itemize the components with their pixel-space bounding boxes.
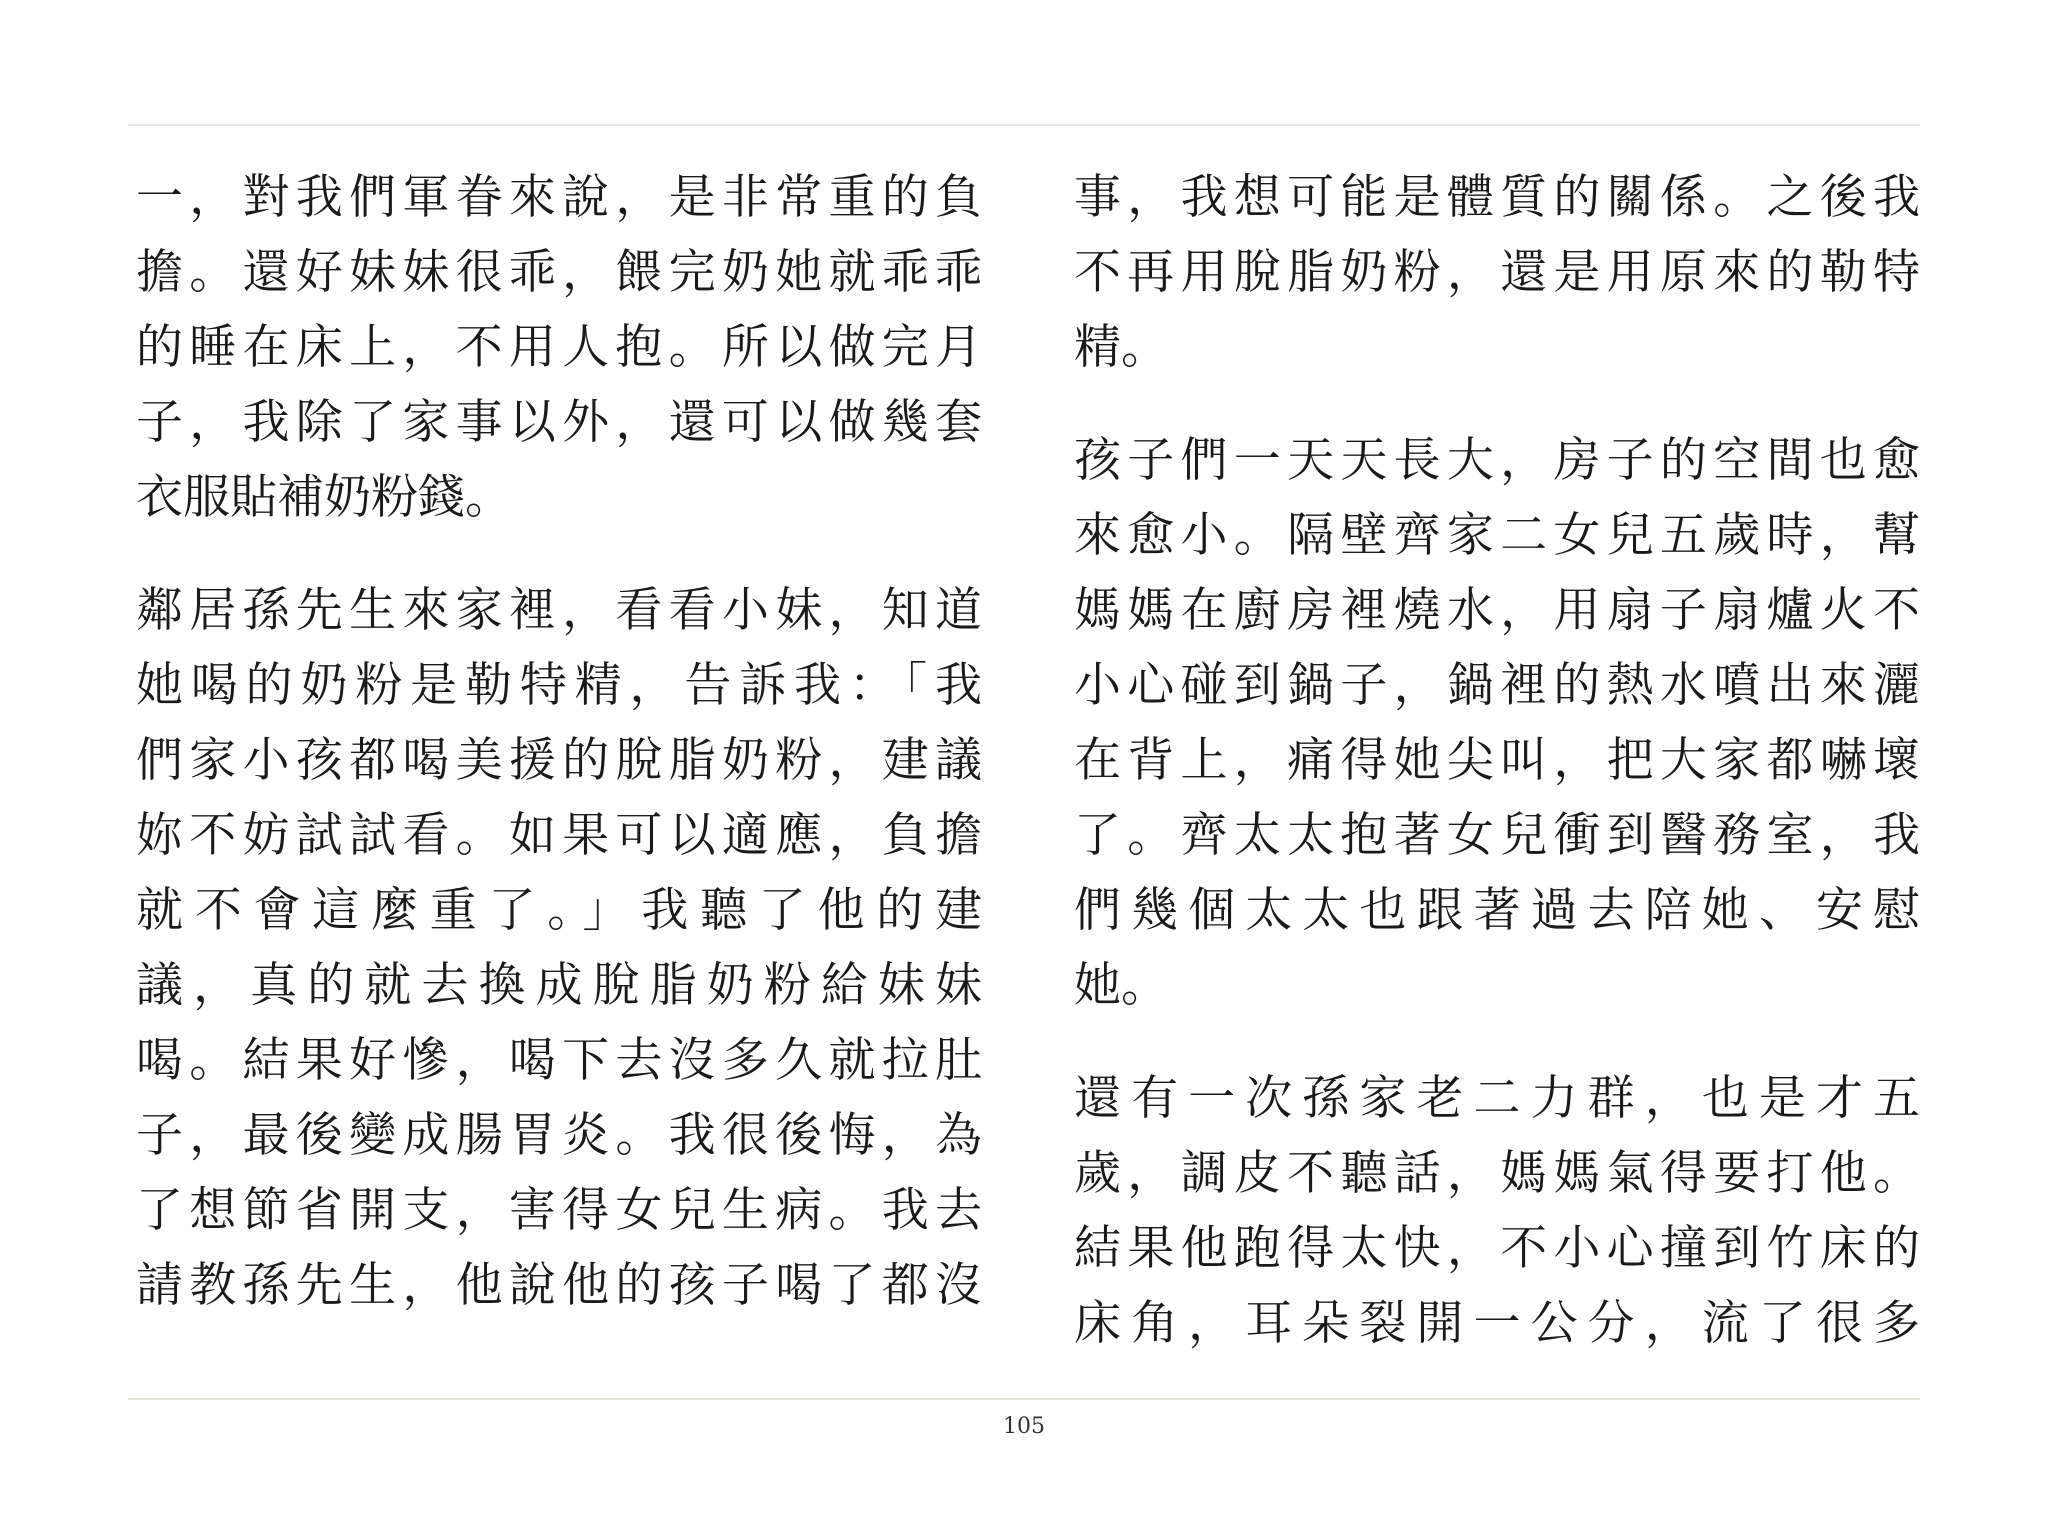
text-line: 一，對我們軍眷來說，是非常重的負 [136,170,982,225]
top-rule [128,124,1920,126]
text-line: 來愈小。隔壁齊家二女兒五歲時，幫 [1074,508,1920,563]
bottom-rule [128,1398,1920,1400]
text-line: 不再用脫脂奶粉，還是用原來的勒特 [1074,245,1920,300]
text-line: 請教孫先生，他說他的孩子喝了都沒 [136,1258,982,1313]
text-line: 子，我除了家事以外，還可以做幾套 [136,395,982,450]
text-line: 妳不妨試試看。如果可以適應，負擔 [136,808,982,863]
text-line: 衣服貼補奶粉錢。 [136,470,512,525]
text-line: 在背上，痛得她尖叫，把大家都嚇壞 [1074,733,1920,788]
text-line: 媽媽在廚房裡燒水，用扇子扇爐火不 [1074,583,1920,638]
text-line: 了想節省開支，害得女兒生病。我去 [136,1183,982,1238]
text-line: 的睡在床上，不用人抱。所以做完月 [136,320,982,375]
text-line: 她。 [1074,958,1168,1013]
paragraph [1074,160,1920,385]
paragraph [1074,1061,1920,1361]
paragraph [136,160,982,535]
page-number: 105 [1003,1414,1045,1439]
text-line: 歲，調皮不聽話，媽媽氣得要打他。 [1074,1146,1920,1201]
text-line: 事，我想可能是體質的關係。之後我 [1074,170,1920,225]
paragraph [136,573,982,1323]
right-column [1074,160,1920,1399]
text-line: 她喝的奶粉是勒特精，告訴我：「我 [136,658,982,713]
text-line: 們幾個太太也跟著過去陪她、安慰 [1074,883,1920,938]
text-line: 子，最後變成腸胃炎。我很後悔，為 [136,1108,982,1163]
paragraph [1074,423,1920,1023]
text-line: 結果他跑得太快，不小心撞到竹床的 [1074,1221,1920,1276]
text-line: 喝。結果好慘，喝下去沒多久就拉肚 [136,1033,982,1088]
text-line: 們家小孩都喝美援的脫脂奶粉，建議 [136,733,982,788]
text-line: 擔。還好妹妹很乖，餵完奶她就乖乖 [136,245,982,300]
text-line: 了。齊太太抱著女兒衝到醫務室，我 [1074,808,1920,863]
text-line: 議，真的就去換成脫脂奶粉給妹妹 [136,958,982,1013]
text-line: 就不會這麼重了。」我聽了他的建 [136,883,982,938]
text-line: 床角，耳朵裂開一公分，流了很多 [1074,1296,1920,1351]
left-column [136,160,982,1361]
text-line: 孩子們一天天長大，房子的空間也愈 [1074,433,1920,488]
text-line: 鄰居孫先生來家裡，看看小妹，知道 [136,583,982,638]
text-line: 小心碰到鍋子，鍋裡的熱水噴出來灑 [1074,658,1920,713]
text-line: 精。 [1074,320,1168,375]
text-line: 還有一次孫家老二力群，也是才五 [1074,1071,1920,1126]
